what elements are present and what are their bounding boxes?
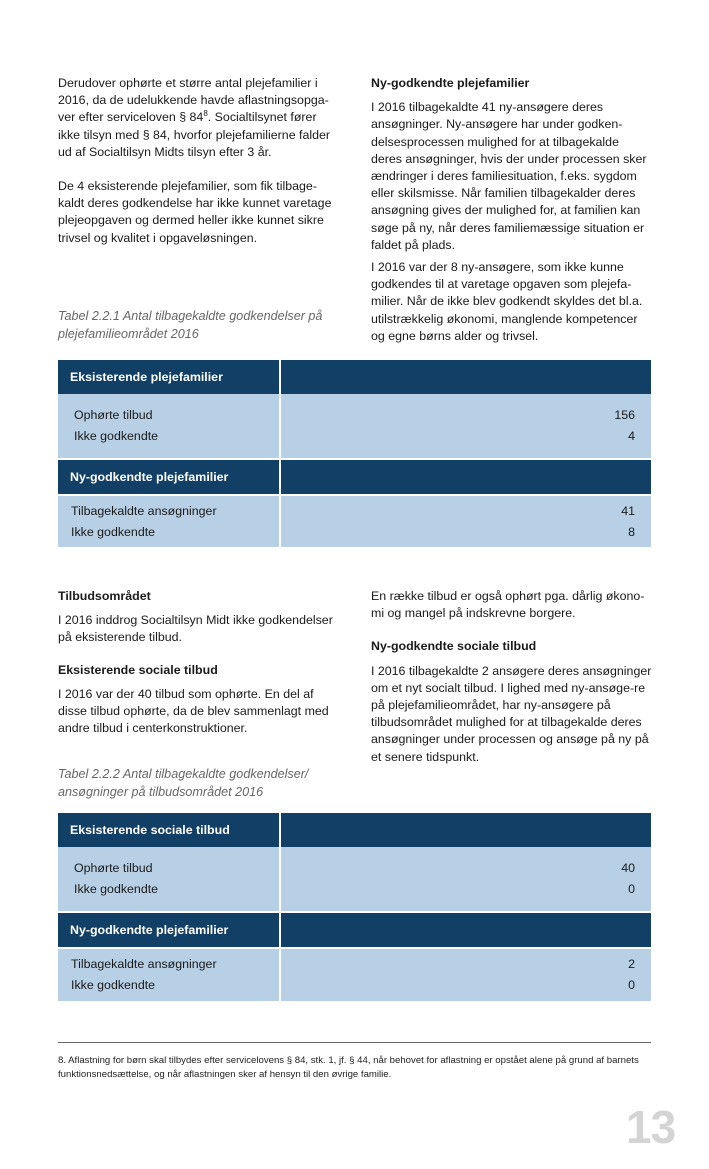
column-divider [279,460,281,494]
row-label: Ophørte tilbud [74,408,153,422]
paragraph: I 2016 inddrog Socialtilsyn Midt ikke godkendelser på eksisterende tilbud. [58,613,333,645]
paragraph: I 2016 var der 40 tilbud som ophørte. En del af disse tilbud ophørte, da de blev sammenlagt med andre tilbud i centerkonstruktioner. [58,686,329,736]
row-label: Ikke godkendte [71,525,156,539]
table-section-header [58,460,651,494]
paragraph: I 2016 var der 8 ny-ansøgere, som ikke kunne godkendes til at varetage opgaven som plejefa-milier. Når de ikke blev godkendt skyldes det bl.a. utilstrækkelig økonomi, manglende kompetencer og egne børns alder og trivsel. [371,260,643,343]
section-heading: Ny-godkendte plejefamilier [371,76,530,90]
table-section-header [58,360,651,394]
table-row [58,522,651,543]
section-heading: Eksisterende sociale tilbud [58,662,218,677]
table-section-body [58,496,651,547]
row-value: 0 [628,978,635,992]
row-value: 2 [628,957,635,971]
row-value: 4 [628,429,635,443]
paragraph: I 2016 tilbagekaldte 41 ny-ansøgere deres ansøgninger. Ny-ansøgere har under godken-delsesprocessen mulighed for at tilbagekalde deres ansøgninger, hvis der under processen sker ændringer i deres familiesituation, f.eks. sygdom eller skilsmisse. Når familien tilbagekalder deres ansøgning gives der mulighed for, at familien kan søge på ny, når deres familiemæssige situation er faldet på plads. [371,100,647,252]
row-value: 0 [628,882,635,896]
table-header-label: Ny-godkendte plejefamilier [70,470,229,484]
row-label: Tilbagekaldte ansøgninger [71,504,217,518]
table-section-body [58,847,651,911]
section-heading: Ny-godkendte sociale tilbud [371,639,537,654]
table-header-label: Eksisterende plejefamilier [70,370,223,384]
paragraph: De 4 eksisterende plejefamilier, som fik tilbage-kaldt deres godkendelse har ikke kunnet varetage plejeopgaven og dermed heller ikke kunnet sikre trivsel og kvalitet i opgaveløsningen. [58,179,332,245]
table-row [58,879,651,900]
row-label: Ikke godkendte [74,429,159,443]
row-label: Ophørte tilbud [74,861,153,875]
column-divider [279,813,281,847]
page-number: 13 [626,1101,676,1153]
table-section-header [58,913,651,947]
row-label: Ikke godkendte [71,978,156,992]
paragraph: En række tilbud er også ophørt pga. dårlig økono-mi og mangel på indskrevne borgere. [371,589,645,621]
table-plejefamilier [58,360,651,547]
paragraph: Derudover ophørte et større antal plejefamilier i 2016, da de udelukkende havde aflastningsopga-ver efter serviceloven § $84^8$. Socialtilsynet fører ikke tilsyn med § 84, hvorfor plejefamilierne falder ud af Socialtilsyn Midts tilsyn efter 3 år. [58,76,331,159]
row-label: Tilbagekaldte ansøgninger [71,957,217,971]
table-row [58,426,651,447]
left-column-bottom [58,588,341,737]
table-sociale-tilbud [58,813,651,1001]
table-row [58,858,651,879]
footnote-ref[interactable]: 8 [203,109,208,119]
table-caption: Tabel 2.2.1 Antal tilbagekaldte godkendelser på plejefamilieområdet 2016 [58,309,323,341]
table-header-label: Eksisterende sociale tilbud [70,823,230,837]
table-row [58,405,651,426]
table-section-body [58,394,651,458]
row-value: 40 [621,861,635,875]
column-divider [279,913,281,947]
table-caption: Tabel 2.2.2 Antal tilbagekaldte godkendelser/ ansøgninger på tilbudsområdet 2016 [58,767,309,799]
left-column-top [58,75,341,247]
section-heading: Tilbudsområdet [58,589,151,603]
table-section-header [58,813,651,847]
table-row [58,501,651,522]
row-value: 8 [628,525,635,539]
footnote-rule [58,1042,651,1043]
table-row [58,954,651,975]
row-value: 156 [614,408,635,422]
table-section-body [58,949,651,1001]
row-label: Ikke godkendte [74,882,159,896]
right-column-bottom [371,588,653,766]
column-divider [279,360,281,394]
footnote: 8. Aflastning for børn skal tilbydes efter servicelovens § 84, stk. 1, jf. § 44, når behovet for aflastning er opstået alene på grund af barnets funktionsnedsættelse, og når aflastningen sker af hensyn til den øvrige familie. [58,1055,639,1080]
paragraph: I 2016 tilbagekaldte 2 ansøgere deres ansøgninger om et nyt socialt tilbud. I lighed med ny-ansøge-re på plejefamilieområdet, har ny-ansøgere på tilbudsområdet mulighed for at tilbagekalde deres ansøgninger under processen og ansøge på ny på et senere tidspunkt. [371,663,652,764]
table-row [58,975,651,996]
row-value: 41 [621,504,635,518]
right-column-top [371,75,653,345]
table-header-label: Ny-godkendte plejefamilier [70,923,229,937]
